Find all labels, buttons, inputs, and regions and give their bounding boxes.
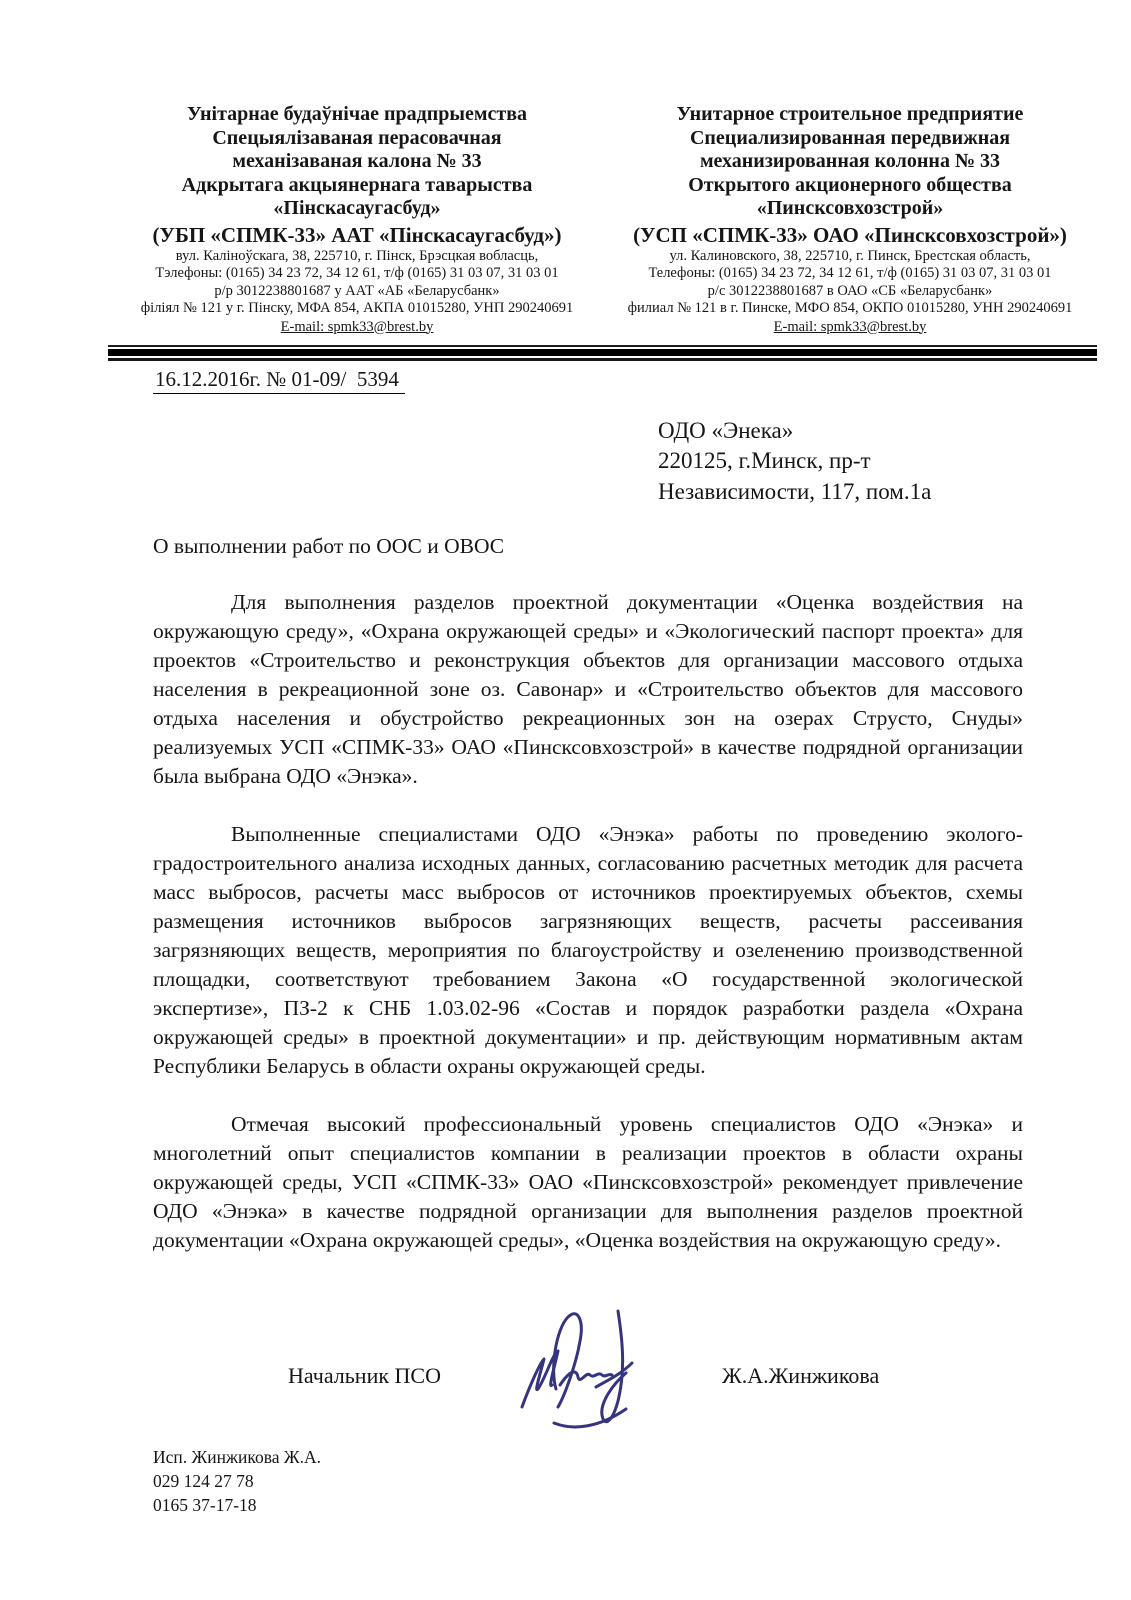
org-address-line: Тэлефоны: (0165) 34 23 72, 34 12 61, т/ф (0165) 31 03 07, 31 03 01 <box>155 265 559 281</box>
org-name-line: Спецыялізаваная перасовачная <box>212 126 502 149</box>
letterhead-belarusian-column <box>118 103 596 336</box>
org-name-line: «Пинсксовхозстрой» <box>756 197 944 219</box>
org-address-line: Телефоны: (0165) 34 23 72, 34 12 61, т/ф (0165) 31 03 07, 31 03 01 <box>648 265 1052 281</box>
body-paragraph: Для выполнения разделов проектной документации «Оценка воздействия на окружающую среду», «Охрана окружающей среды» и «Экологический паспорт проекта» для проектов «Строительство и реконструкция объектов для организации массового отдыха населения в рекреационной зоне оз. Савонар» и «Строительство объектов для массового отдыха населения и обустройство рекреационных зон на озерах Струсто, Снуды» реализуемых УСП «СПМК-33» ОАО «Пинсксовхозстрой» в качестве подрядной организации была выбрана ОДО «Энэка». <box>153 590 1023 788</box>
org-address-line: вул. Каліноўскага, 38, 225710, г. Пінск, Брэсцкая вобласць, <box>175 247 539 264</box>
divider-line-thin-bottom <box>108 358 1097 361</box>
recipient-line: ОДО «Энека» <box>658 417 794 443</box>
header-divider <box>108 345 1097 361</box>
org-name-line: «Пінскасаугасбуд» <box>273 197 441 219</box>
recipient-block <box>658 416 1078 508</box>
org-name-line: Унитарное строительное предприятие <box>676 103 1024 125</box>
signature-scribble-icon <box>500 1289 665 1431</box>
reference-date-number: 16.12.2016г. № 01-09/ 5394 <box>153 367 405 394</box>
divider-line-thick <box>108 349 1097 356</box>
letterhead-russian-column <box>611 103 1089 336</box>
executor-phone-city: 0165 37-17-18 <box>153 1495 257 1515</box>
executor-name: Исп. Жинжикова Ж.А. <box>153 1447 321 1467</box>
org-abbreviation: (УБП «СПМК-33» ААТ «Пінскасаугасбуд») <box>152 222 562 247</box>
org-email: E-mail: spmk33@brest.by <box>773 318 927 335</box>
org-name-line: Открытого акционерного общества <box>688 173 1012 196</box>
executor-phone-mobile: 029 124 27 78 <box>153 1471 254 1491</box>
org-email: E-mail: spmk33@brest.by <box>280 318 434 335</box>
divider-line-thin-top <box>108 345 1097 347</box>
signature-title: Начальник ПСО <box>288 1363 441 1388</box>
org-abbreviation: (УСП «СПМК-33» ОАО «Пинсксовхозстрой») <box>633 222 1067 247</box>
subject-line: О выполнении работ по ООС и ОВОС <box>153 534 505 558</box>
recipient-line: Независимости, 117, пом.1а <box>658 478 932 504</box>
signature-name: Ж.А.Жинжикова <box>722 1363 880 1388</box>
org-name-line: механизированная колонна № 33 <box>699 150 1001 172</box>
recipient-line: 220125, г.Минск, пр-т <box>658 448 871 473</box>
executor-block <box>153 1445 1131 1517</box>
org-address-line: р/с 3012238801687 в ОАО «СБ «Беларусбанк» <box>707 282 993 299</box>
body-paragraph: Отмечая высокий профессиональный уровень специалистов ОДО «Энэка» и многолетний опыт специалистов компании в реализации проектов в области охраны окружающей среды, УСП «СПМК-33» ОАО «Пинсксовхозстрой» рекомендует привлечение ОДО «Энэка» в качестве подрядной организации для выполнения разделов проектной документации «Охрана окружающей среды», «Оценка воздействия на окружающую среду». <box>153 1112 1023 1252</box>
org-name-line: Адкрытага акцыянернага таварыства <box>181 173 533 196</box>
body-paragraph: Выполненные специалистами ОДО «Энэка» работы по проведению эколого-градостроительного анализа исходных данных, согласованию расчетных методик для расчета масс выбросов, расчеты масс выбросов от источников проектируемых объектов, схемы размещения источников выбросов загрязняющих веществ, расчеты рассеивания загрязняющих веществ, мероприятия по благоустройству и озеленению производственной площадки, соответствуют требованием Закона «О государственной экологической экспертизе», ПЗ-2 к СНБ 1.03.02-96 «Состав и порядок разработки раздела «Охрана окружающей среды» в проектной документации» и пр. действующим нормативным актам Республики Беларусь в области охраны окружающей среды. <box>153 822 1023 1078</box>
org-address-line: р/р 3012238801687 у ААТ «АБ «Беларусбанк» <box>214 282 500 299</box>
org-name-line: Унітарнае будаўнічае прадпрыемства <box>186 103 528 125</box>
org-name-line: механізаваная калона № 33 <box>232 150 482 172</box>
reference-line <box>153 367 1131 392</box>
org-name-line: Специализированная передвижная <box>689 126 1011 149</box>
letterhead <box>0 0 1131 336</box>
signature-row <box>0 1289 1131 1431</box>
org-address-line: ул. Калиновского, 38, 225710, г. Пинск, Брестская область, <box>669 247 1031 264</box>
org-address-line: филиал № 121 в г. Пинске, МФО 854, ОКПО 01015280, УНН 290240691 <box>627 300 1073 316</box>
org-address-line: філіял № 121 у г. Пінску, МФА 854, АКПА 01015280, УНП 290240691 <box>140 300 574 316</box>
